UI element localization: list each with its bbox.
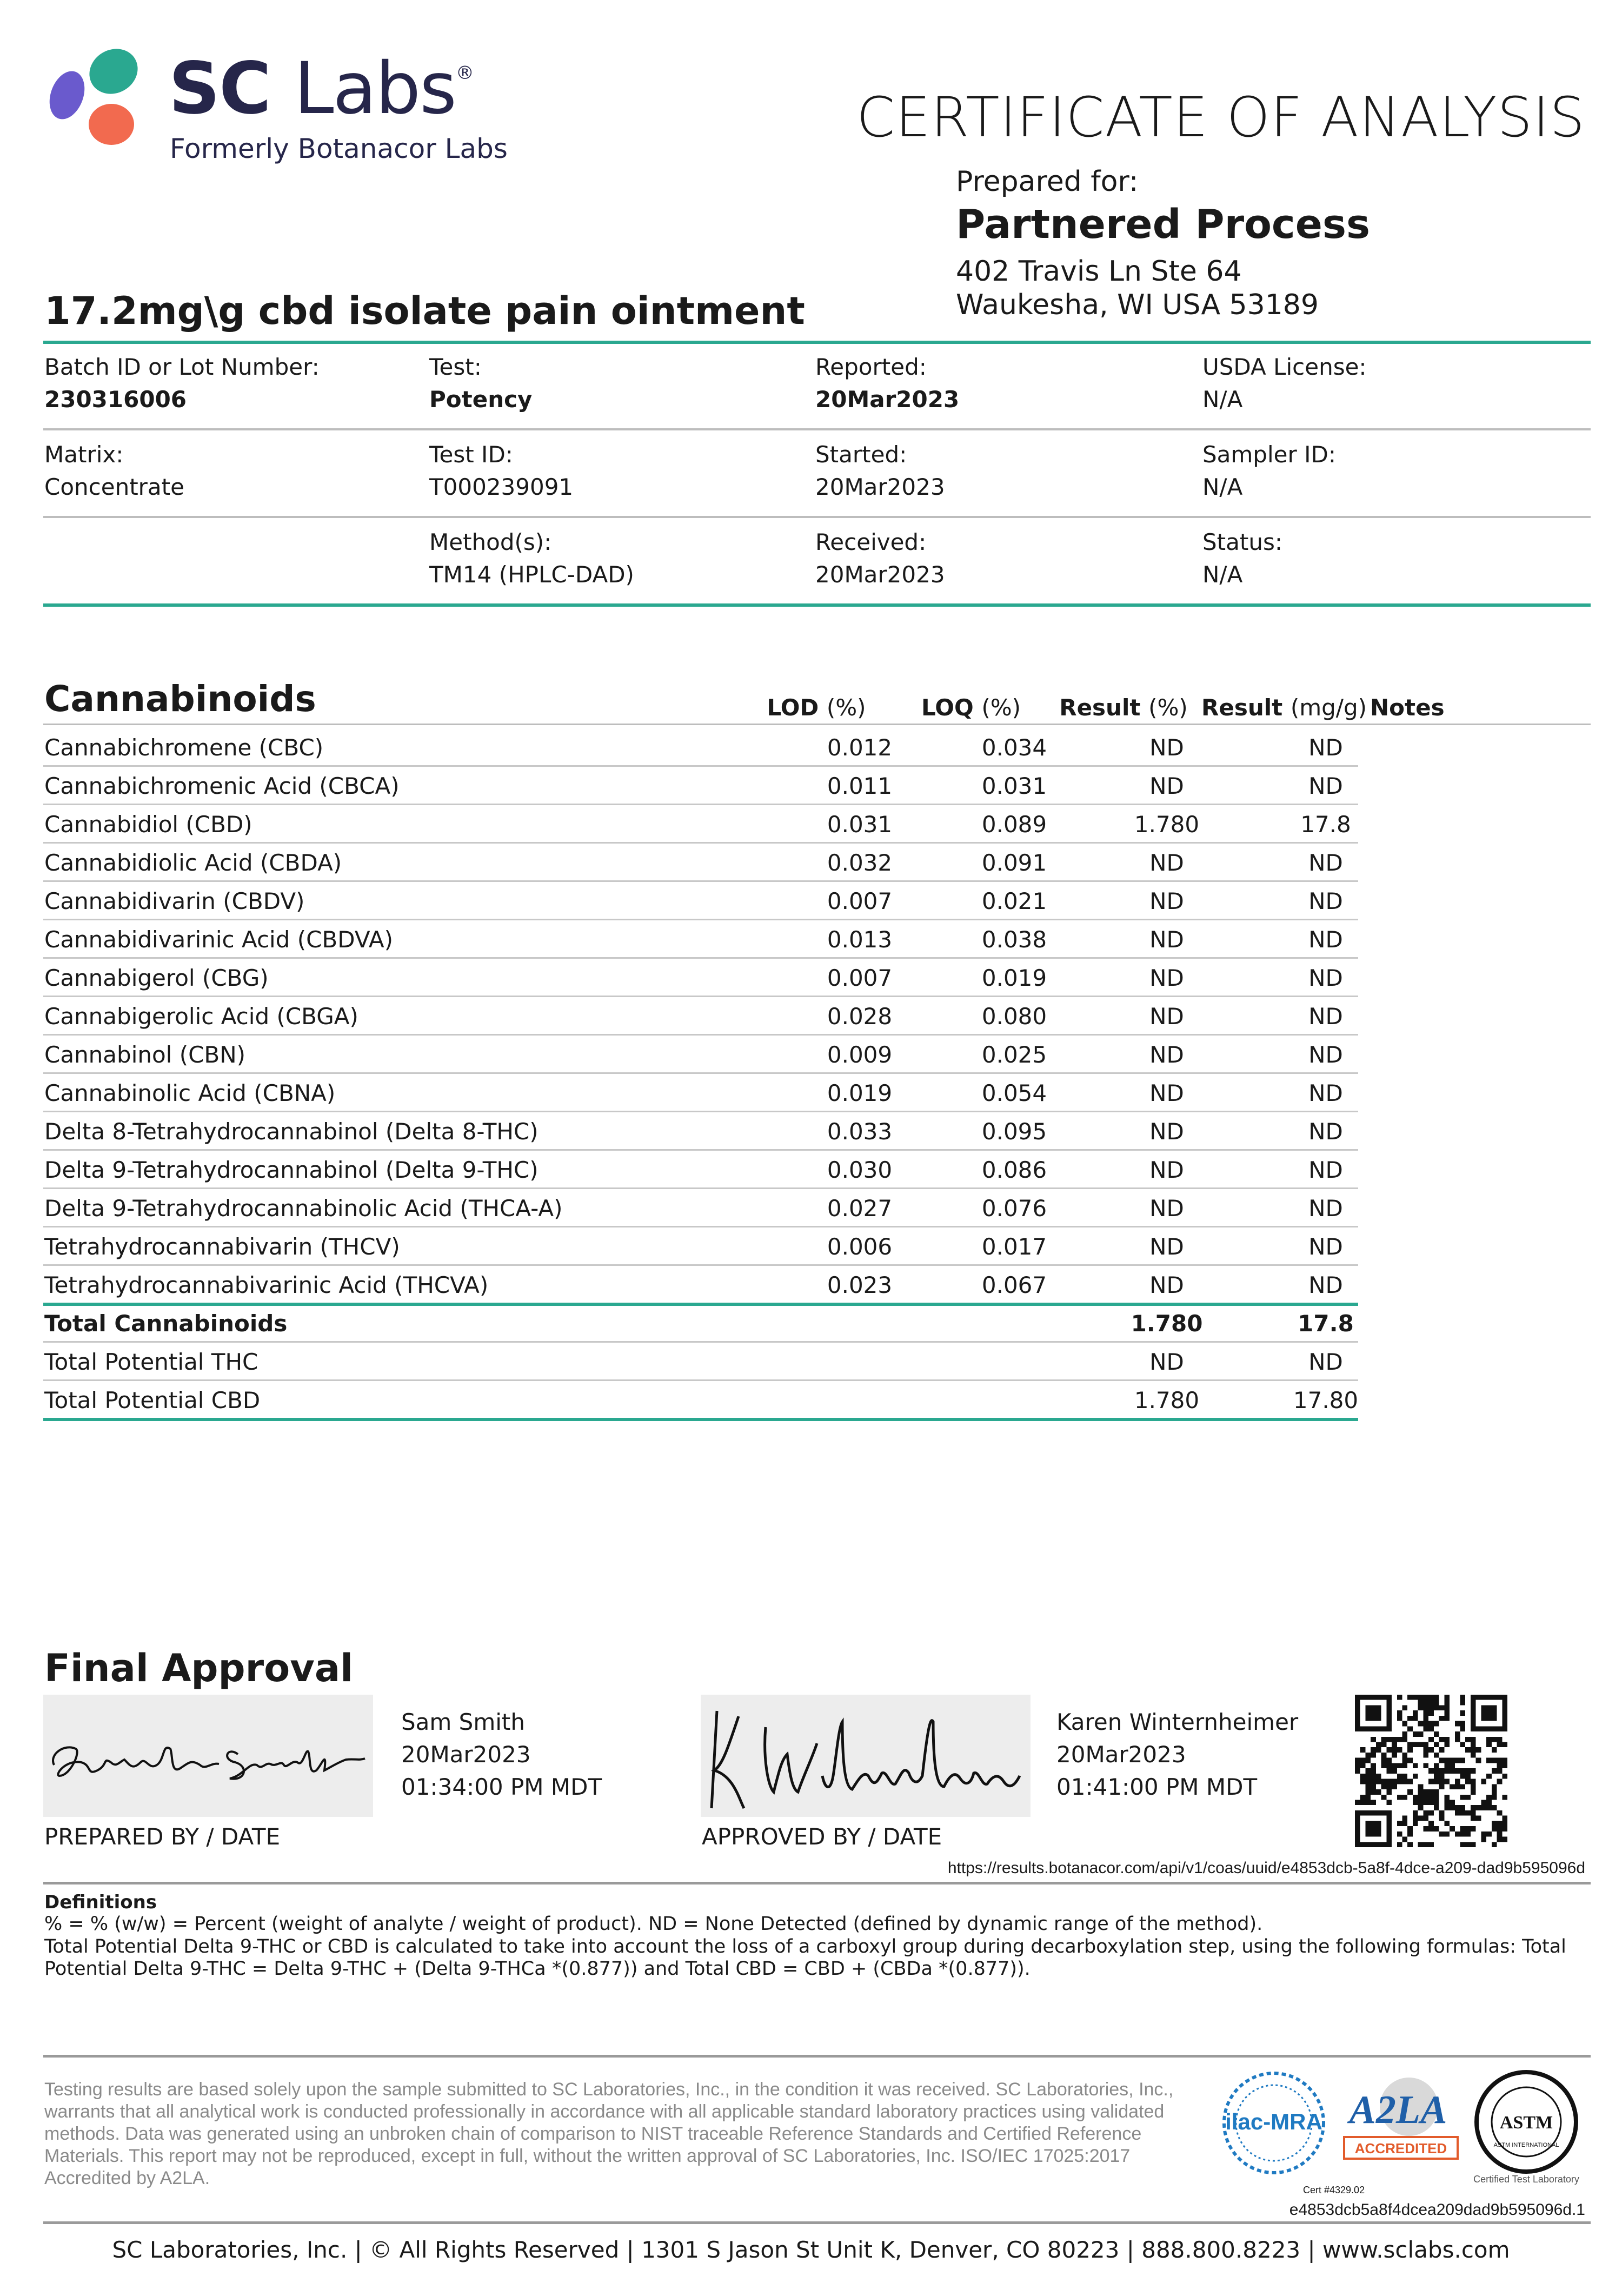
a2la-accredited-logo <box>1339 2074 1463 2172</box>
result-mg-value: ND <box>1308 1157 1343 1183</box>
lod-value: 0.011 <box>827 773 893 799</box>
test-label: Test: <box>429 354 482 380</box>
lod-value: 0.030 <box>827 1157 893 1183</box>
result-mg-value: ND <box>1308 1272 1343 1298</box>
definitions-line-1: % = % (w/w) = Percent (weight of analyte / weight of product). ND = None Detected (defined by dynamic range of the method). <box>44 1913 1263 1935</box>
batch-label: Batch ID or Lot Number: <box>44 354 320 380</box>
analyte-name: Total Potential CBD <box>44 1387 261 1414</box>
a2la-label: A2LA <box>1349 2088 1447 2132</box>
sampler-value: N/A <box>1202 474 1243 500</box>
definitions-title: Definitions <box>44 1892 157 1913</box>
preparer-time: 01:34:00 PM MDT <box>401 1774 602 1800</box>
client-name: Partnered Process <box>956 201 1371 248</box>
table-row <box>43 1072 1358 1112</box>
result-mg-value: ND <box>1308 1080 1343 1106</box>
testid-label: Test ID: <box>429 441 513 468</box>
result-pct-value: ND <box>1149 1233 1184 1260</box>
usda-value: N/A <box>1202 386 1243 413</box>
table-row <box>43 765 1358 805</box>
analyte-name: Cannabidivarinic Acid (CBDVA) <box>44 926 394 953</box>
info-top-rule <box>43 341 1591 344</box>
table-row <box>43 804 1358 844</box>
table-row <box>43 1187 1358 1227</box>
col-header-result-mg: Result (mg/g) <box>1201 694 1367 721</box>
lod-value: 0.007 <box>827 888 893 914</box>
analyte-name: Cannabigerolic Acid (CBGA) <box>44 1003 358 1030</box>
approver-signature-image <box>701 1695 1031 1817</box>
loq-value: 0.076 <box>981 1195 1047 1222</box>
analyte-name: Tetrahydrocannabivarin (THCV) <box>44 1233 400 1260</box>
loq-value: 0.095 <box>981 1118 1047 1145</box>
brand-name: SC Labs® <box>169 47 473 130</box>
approver-name: Karen Winternheimer <box>1056 1709 1299 1735</box>
client-address-line1: 402 Travis Ln Ste 64 <box>956 255 1242 288</box>
loq-value: 0.054 <box>981 1080 1047 1106</box>
loq-value: 0.019 <box>981 965 1047 991</box>
loq-value: 0.086 <box>981 1157 1047 1183</box>
lod-value: 0.006 <box>827 1233 893 1260</box>
preparer-caption: PREPARED BY / DATE <box>44 1823 281 1850</box>
loq-value: 0.091 <box>981 850 1047 876</box>
result-mg-value: ND <box>1308 773 1343 799</box>
sc-labs-logo-icon <box>44 43 152 151</box>
analyte-name: Total Cannabinoids <box>44 1310 288 1337</box>
test-value: Potency <box>429 386 533 413</box>
analyte-name: Cannabigerol (CBG) <box>44 965 269 991</box>
lod-value: 0.019 <box>827 1080 893 1106</box>
cert-number: Cert #4329.02 <box>1303 2185 1365 2195</box>
prepared-for-label: Prepared for: <box>956 165 1139 198</box>
col-header-lod: LOD (%) <box>767 694 866 721</box>
analyte-name: Cannabichromene (CBC) <box>44 734 324 761</box>
loq-value: 0.021 <box>981 888 1047 914</box>
document-hash: e4853dcb5a8f4dcea209dad9b595096d.1 <box>1289 2201 1585 2219</box>
result-mg-value: ND <box>1308 1233 1343 1260</box>
result-pct-value: ND <box>1149 1272 1184 1298</box>
result-pct-value: ND <box>1149 1157 1184 1183</box>
analyte-name: Tetrahydrocannabivarinic Acid (THCVA) <box>44 1272 489 1298</box>
table-row <box>43 1303 1358 1343</box>
result-pct-value: ND <box>1149 1080 1184 1106</box>
result-pct-value: ND <box>1149 1041 1184 1068</box>
lod-value: 0.033 <box>827 1118 893 1145</box>
testid-value: T000239091 <box>429 474 574 500</box>
reported-label: Reported: <box>815 354 927 380</box>
result-pct-value: 1.780 <box>1134 1387 1200 1414</box>
result-mg-value: ND <box>1308 888 1343 914</box>
astm-caption: Certified Test Laboratory <box>1473 2174 1579 2185</box>
col-header-result-pct: Result (%) <box>1059 694 1188 721</box>
footer-bottom-rule <box>43 2221 1591 2224</box>
result-mg-value: 17.8 <box>1298 1310 1354 1337</box>
brand-tagline: Formerly Botanacor Labs <box>170 133 508 164</box>
ilac-mra-logo <box>1220 2069 1328 2177</box>
result-pct-value: ND <box>1149 1003 1184 1030</box>
preparer-signature-image <box>43 1695 373 1817</box>
method-value: TM14 (HPLC-DAD) <box>429 561 634 588</box>
approver-date: 20Mar2023 <box>1056 1741 1186 1768</box>
table-row <box>43 842 1358 882</box>
status-label: Status: <box>1202 529 1282 555</box>
definitions-line-2: Total Potential Delta 9-THC or CBD is calculated to take into account the loss of a carboxyl group during decarboxylation step, using the following formulas: Total Potential Delta 9-THC = Delta 9-THC + (Delta 9-THCa *(0.877)) and Total CBD = CBD + (CBDa *(0.877)). <box>44 1936 1566 1980</box>
product-name: 17.2mg\g cbd isolate pain ointment <box>44 289 805 333</box>
result-pct-value: ND <box>1149 734 1184 761</box>
result-pct-value: ND <box>1149 773 1184 799</box>
table-row <box>43 727 1358 767</box>
analyte-name: Delta 8-Tetrahydrocannabinol (Delta 8-THC) <box>44 1118 539 1145</box>
reported-value: 20Mar2023 <box>815 386 960 413</box>
preparer-name: Sam Smith <box>401 1709 525 1735</box>
loq-value: 0.038 <box>981 926 1047 953</box>
method-label: Method(s): <box>429 529 552 555</box>
loq-value: 0.034 <box>981 734 1047 761</box>
analyte-name: Cannabinolic Acid (CBNA) <box>44 1080 336 1106</box>
table-row <box>43 957 1358 997</box>
result-pct-value: ND <box>1149 926 1184 953</box>
verification-qr-code[interactable] <box>1355 1695 1507 1847</box>
info-divider-2 <box>43 516 1591 518</box>
result-mg-value: ND <box>1308 926 1343 953</box>
result-mg-value: ND <box>1308 850 1343 876</box>
lod-value: 0.013 <box>827 926 893 953</box>
analyte-name: Cannabinol (CBN) <box>44 1041 246 1068</box>
result-mg-value: ND <box>1308 1195 1343 1222</box>
analyte-name: Cannabidiolic Acid (CBDA) <box>44 850 342 876</box>
table-row <box>43 1379 1358 1421</box>
usda-label: USDA License: <box>1202 354 1367 380</box>
info-bottom-rule <box>43 603 1591 607</box>
result-pct-value: ND <box>1149 1349 1184 1375</box>
result-pct-value: 1.780 <box>1134 811 1200 838</box>
table-row <box>43 996 1358 1036</box>
analyte-name: Cannabidivarin (CBDV) <box>44 888 305 914</box>
loq-value: 0.031 <box>981 773 1047 799</box>
result-pct-value: ND <box>1149 850 1184 876</box>
status-value: N/A <box>1202 561 1243 588</box>
lod-value: 0.007 <box>827 965 893 991</box>
sampler-label: Sampler ID: <box>1202 441 1336 468</box>
table-row <box>43 1034 1358 1074</box>
table-row <box>43 1264 1358 1306</box>
result-pct-value: ND <box>1149 1195 1184 1222</box>
preparer-date: 20Mar2023 <box>401 1741 531 1768</box>
final-approval-title: Final Approval <box>44 1646 354 1690</box>
received-label: Received: <box>815 529 927 555</box>
astm-certified-logo <box>1470 2068 1583 2187</box>
result-pct-value: ND <box>1149 1118 1184 1145</box>
loq-value: 0.089 <box>981 811 1047 838</box>
footer-contact-line: SC Laboratories, Inc. | © All Rights Reserved | 1301 S Jason St Unit K, Denver, CO 80223 | 888.800.8223 | www.sclabs.com <box>112 2237 1510 2263</box>
analyte-name: Delta 9-Tetrahydrocannabinol (Delta 9-THC) <box>44 1157 539 1183</box>
table-row <box>43 1149 1358 1189</box>
matrix-label: Matrix: <box>44 441 124 468</box>
result-mg-value: ND <box>1308 1041 1343 1068</box>
approver-time: 01:41:00 PM MDT <box>1056 1774 1258 1800</box>
astm-ring-text: ASTM INTERNATIONAL <box>1493 2142 1559 2148</box>
legal-disclaimer: Testing results are based solely upon the sample submitted to SC Laboratories, Inc., in the condition it was received. SC Laboratories, Inc., warrants that all analytical work is conducted professionally in accordance with all applicable standard laboratory practices using validated methods. Data was generated using an unbroken chain of comparison to NIST traceable Reference Standards and Certified Reference Materials. This report may not be reproduced, except in full, without the written approval of SC Laboratories, Inc. ISO/IEC 17025:2017 Accredited by A2LA. <box>44 2079 1174 2188</box>
result-mg-value: ND <box>1308 965 1343 991</box>
table-row <box>43 1111 1358 1151</box>
table-header-rule <box>43 724 1591 725</box>
document-title: CERTIFICATE OF ANALYSIS <box>856 85 1585 150</box>
matrix-value: Concentrate <box>44 474 184 500</box>
result-mg-value: 17.8 <box>1300 811 1351 838</box>
result-pct-value: 1.780 <box>1131 1310 1203 1337</box>
loq-value: 0.067 <box>981 1272 1047 1298</box>
lod-value: 0.032 <box>827 850 893 876</box>
footer-top-rule <box>43 2055 1591 2058</box>
loq-value: 0.080 <box>981 1003 1047 1030</box>
result-mg-value: ND <box>1308 1349 1343 1375</box>
lod-value: 0.031 <box>827 811 893 838</box>
info-divider-1 <box>43 428 1591 430</box>
result-mg-value: ND <box>1308 1118 1343 1145</box>
table-row <box>43 1226 1358 1266</box>
definitions-top-rule <box>43 1882 1591 1884</box>
started-value: 20Mar2023 <box>815 474 945 500</box>
lod-value: 0.023 <box>827 1272 893 1298</box>
result-mg-value: ND <box>1308 1003 1343 1030</box>
analyte-name: Delta 9-Tetrahydrocannabinolic Acid (THCA-A) <box>44 1195 563 1222</box>
col-header-loq: LOQ (%) <box>921 694 1021 721</box>
analyte-name: Cannabidiol (CBD) <box>44 811 252 838</box>
result-mg-value: 17.80 <box>1293 1387 1359 1414</box>
received-value: 20Mar2023 <box>815 561 945 588</box>
result-pct-value: ND <box>1149 888 1184 914</box>
table-row <box>43 919 1358 959</box>
ilac-mra-label: ilac-MRA <box>1225 2109 1322 2134</box>
accredited-label: ACCREDITED <box>1354 2140 1447 2156</box>
loq-value: 0.017 <box>981 1233 1047 1260</box>
table-row <box>43 1341 1358 1381</box>
analyte-name: Total Potential THC <box>44 1349 258 1375</box>
lod-value: 0.027 <box>827 1195 893 1222</box>
cannabinoids-title: Cannabinoids <box>44 678 316 720</box>
lod-value: 0.012 <box>827 734 893 761</box>
approver-caption: APPROVED BY / DATE <box>702 1823 942 1850</box>
batch-value: 230316006 <box>44 386 187 413</box>
result-mg-value: ND <box>1308 734 1343 761</box>
verification-url[interactable]: https://results.botanacor.com/api/v1/coas/uuid/e4853dcb-5a8f-4dce-a209-dad9b595096d <box>947 1859 1585 1877</box>
result-pct-value: ND <box>1149 965 1184 991</box>
table-row <box>43 880 1358 920</box>
lod-value: 0.009 <box>827 1041 893 1068</box>
client-address-line2: Waukesha, WI USA 53189 <box>956 289 1319 321</box>
loq-value: 0.025 <box>981 1041 1047 1068</box>
astm-label: ASTM <box>1499 2113 1553 2133</box>
col-header-notes: Notes <box>1370 694 1445 721</box>
started-label: Started: <box>815 441 907 468</box>
analyte-name: Cannabichromenic Acid (CBCA) <box>44 773 400 799</box>
lod-value: 0.028 <box>827 1003 893 1030</box>
